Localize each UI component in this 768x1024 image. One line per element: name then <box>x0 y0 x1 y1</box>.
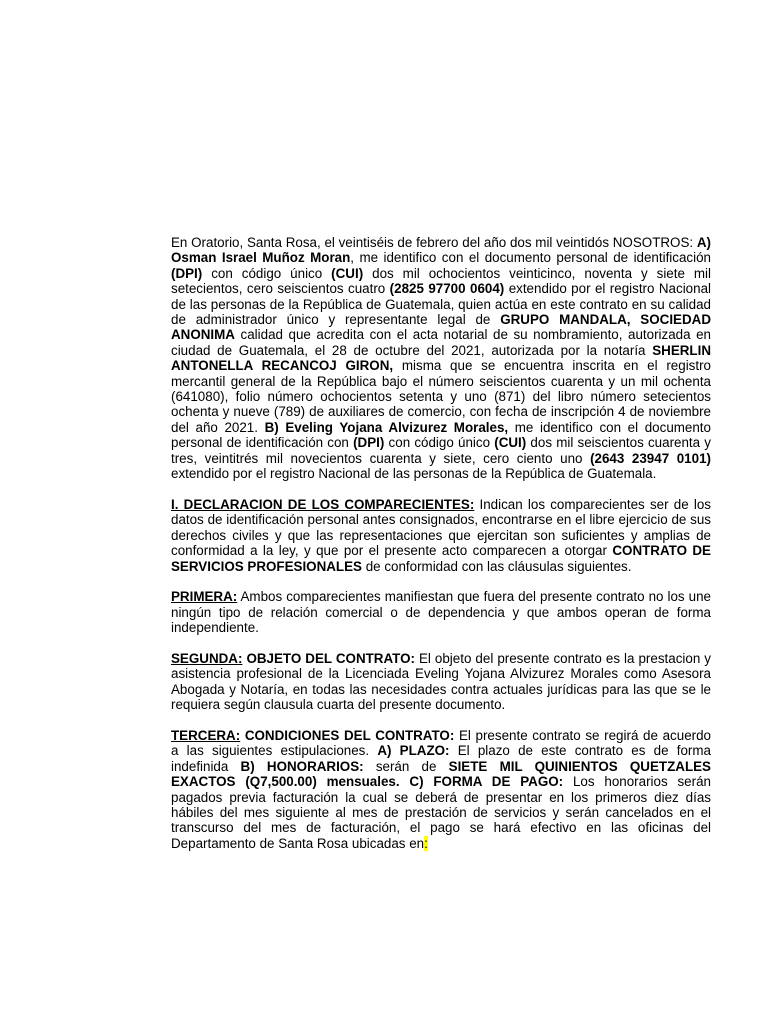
text-run: Indican los comparecientes ser de los datos de identificación personal antes consignados, encontrarse en el libre ejercicio de sus derechos civiles y que las representaciones que ejercitan son suficientes y amplias de conformidad a la ley, y que por el presente acto comparecen a otorgar <box>171 496 711 559</box>
paragraph-primera <box>171 589 711 635</box>
paragraph-intro <box>171 235 711 482</box>
text-run: (CUI) <box>494 435 527 451</box>
text-run: A) Osman Israel Muñoz Moran <box>171 235 711 266</box>
text-run: Ambos comparecientes manifiestan que fuera del presente contrato no los une ningún tipo de relación comercial o de dependencia y que ambos operan de forma independiente. <box>171 589 711 636</box>
text-run: misma que se encuentra inscrita en el registro mercantil general de la República bajo el número seiscientos cuarenta y un mil ochenta (641080), folio número ochocientos setenta y uno (871) del libro número setecientos ochenta y nueve (789) de auxiliares de comercio, con fecha de inscripción 4 de noviembre del año 2021. <box>171 358 711 435</box>
text-run: serán de <box>363 758 449 774</box>
text-run: B) Eveling Yojana Alvizurez Morales, <box>264 419 509 435</box>
text-run: dos mil seiscientos cuarenta y tres, veintitrés mil novecientos cuarenta y siete, cero ciento uno <box>171 435 711 466</box>
text-run: calidad que acredita con el acta notarial de su nombramiento, autorizada en ciudad de Guatemala, el 28 de octubre del 2021, autorizada por la notaría <box>171 327 711 358</box>
text-run: PRIMERA: <box>171 589 238 605</box>
text-run: En Oratorio, Santa Rosa, el veintiséis de febrero del año dos mil veintidós NOSOTROS: <box>171 235 697 250</box>
text-run: de conformidad con las cláusulas siguientes. <box>361 558 632 574</box>
text-run: dos mil ochocientos veinticinco, noventa y siete mil setecientos, cero seiscientos cuatro <box>171 265 711 297</box>
text-run: B) HONORARIOS: <box>240 758 364 774</box>
text-run: El presente contrato se regirá de acuerdo a las siguientes estipulaciones. <box>171 727 711 759</box>
text-run: con código único <box>202 265 332 281</box>
text-run: TERCERA: <box>171 727 241 743</box>
text-run: (CUI) <box>331 265 364 281</box>
text-run: El plazo de este contrato es de forma indefinida <box>171 743 711 774</box>
text-run: I. DECLARACION DE LOS COMPARECIENTES: <box>171 496 475 512</box>
text-run: extendido por el registro Nacional de las personas de la República de Guatemala, quien actúa en este contrato en su calidad de administrador único y representante legal de <box>171 281 711 328</box>
text-run: : <box>424 835 428 851</box>
text-run: Los honorarios serán pagados previa facturación la cual se deberá de presentar en los primeros diez días hábiles del mes siguiente al mes de prestación de servicios y serán cancelados en el transcurso del mes de facturación, el pago se hará efectivo en las oficinas del Departamento de Santa Rosa ubicadas en <box>171 774 711 851</box>
text-run: A) PLAZO: <box>377 743 450 759</box>
text-run: SIETE MIL QUINIENTOS QUETZALES EXACTOS (Q7,500.00) mensuales. C) FORMA DE PAGO: <box>171 758 711 790</box>
text-run: CONTRATO DE SERVICIOS PROFESIONALES <box>171 543 711 574</box>
text-run: (2825 97700 0604) <box>389 281 505 297</box>
text-run: SHERLIN ANTONELLA RECANCOJ GIRON, <box>171 342 711 374</box>
text-run: (2643 23947 0101) <box>590 450 711 466</box>
paragraph-declaracion <box>171 497 711 574</box>
paragraph-tercera <box>171 728 711 851</box>
text-run: CONDICIONES DEL CONTRATO: <box>240 727 455 743</box>
text-run: OBJETO DEL CONTRATO: <box>242 650 415 666</box>
contract-document <box>171 235 711 867</box>
text-run: (DPI) <box>353 435 385 451</box>
text-run: GRUPO MANDALA, SOCIEDAD ANONIMA <box>171 312 711 343</box>
text-run: extendido por el registro Nacional de las personas de la República de Guatemala. <box>171 466 657 482</box>
text-run: El objeto del presente contrato es la prestacion y asistencia profesional de la Licenciada Eveling Yojana Alvizurez Morales como Asesora Abogada y Notaría, en todas las necesidades contra actuales jurídicas para las que se le requiera según clausula cuarta del presente documento. <box>171 650 711 713</box>
text-run: me identifico con el documento personal de identificación con <box>171 419 711 451</box>
text-run: SEGUNDA: <box>171 650 243 666</box>
text-run: con código único <box>384 435 495 451</box>
text-run: (DPI) <box>171 265 203 281</box>
text-run: , me identifico con el documento personal de identificación <box>350 250 711 266</box>
paragraph-segunda <box>171 651 711 713</box>
